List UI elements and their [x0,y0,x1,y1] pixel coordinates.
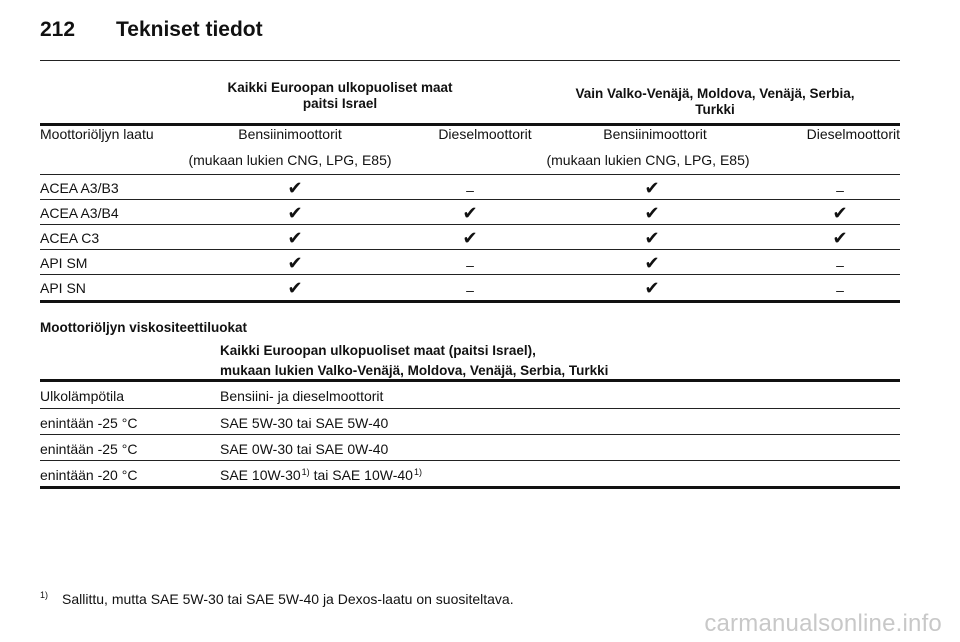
footnote-mark: 1) [40,590,49,600]
footnote-ref: 1) [301,467,310,477]
table-bottom-rule [40,486,900,489]
watermark: carmanualsonline.info [704,610,942,637]
viscosity-group-header [220,341,608,381]
check-icon: ✔ [832,228,848,248]
table-row [40,434,900,461]
oil-grade-a: SAE 10W-30 [220,467,301,483]
page-title: Tekniset tiedot [116,18,263,41]
group-header-line: Kaikki Euroopan ulkopuoliset maat (paitsi Israel), [220,343,536,358]
oil-grade-cell [220,467,422,483]
oil-grade-cell: SAE 5W-30 tai SAE 5W-40 [220,415,389,431]
column-header-oil-quality: Moottoriöljyn laatu [40,126,154,142]
viscosity-section-title: Moottoriöljyn viskositeettiluokat [40,320,248,335]
group-header-line: paitsi Israel [302,96,378,111]
check-icon: ✔ [644,178,660,198]
dash-icon: – [836,282,844,298]
check-icon: ✔ [287,228,303,248]
table-row [40,460,900,487]
dash-icon: – [466,182,474,198]
dash-icon: – [466,257,474,273]
table-bottom-rule [40,300,900,303]
row-label: API SN [40,280,86,296]
column-header-petrol-2: Bensiinimoottorit [603,126,707,142]
check-icon: ✔ [832,203,848,223]
column-header-diesel-2: Dieselmoottorit [806,126,900,142]
dash-icon: – [836,182,844,198]
check-icon: ✔ [644,203,660,223]
check-icon: ✔ [287,178,303,198]
check-icon: ✔ [287,278,303,298]
column-header-temperature: Ulkolämpötila [40,388,125,404]
footnote-text: Sallittu, mutta SAE 5W-30 tai SAE 5W-40 ja Dexos-laatu on suositeltava. [62,591,514,607]
check-icon: ✔ [644,278,660,298]
column-subheader-petrol-2: (mukaan lukien CNG, LPG, E85) [546,152,750,168]
temperature-cell: enintään -20 °C [40,467,138,483]
temperature-cell: enintään -25 °C [40,415,138,431]
dash-icon: – [836,257,844,273]
group-header-line: Vain Valko-Venäjä, Moldova, Venäjä, Serbia, [575,86,855,101]
check-icon: ✔ [462,228,478,248]
check-icon: ✔ [644,228,660,248]
check-icon: ✔ [287,253,303,273]
header-divider [40,60,900,61]
row-label: ACEA A3/B3 [40,180,119,196]
table-row [40,199,900,226]
page-number: 212 [40,18,76,41]
group-header-outside-europe [210,80,470,112]
check-icon: ✔ [644,253,660,273]
table-row [40,274,900,301]
column-header-engines: Bensiini- ja dieselmoottorit [220,388,384,404]
dash-icon: – [466,282,474,298]
row-label: API SM [40,255,88,271]
oil-grade-cell: SAE 0W-30 tai SAE 0W-40 [220,441,389,457]
column-subheader-petrol-1: (mukaan lukien CNG, LPG, E85) [188,152,392,168]
footnote-ref: 1) [413,467,422,477]
row-label: ACEA C3 [40,230,100,246]
footnote [40,590,514,607]
column-header-petrol-1: Bensiinimoottorit [238,126,342,142]
table-row [40,224,900,251]
group-header-line: Kaikki Euroopan ulkopuoliset maat [227,80,453,95]
check-icon: ✔ [287,203,303,223]
table-row [40,249,900,276]
row-label: ACEA A3/B4 [40,205,119,221]
group-header-line: Turkki [695,102,735,117]
table-row [40,174,900,201]
column-header-diesel-1: Dieselmoottorit [438,126,532,142]
check-icon: ✔ [462,203,478,223]
group-header-specific-countries [530,86,900,118]
oil-grade-b: tai SAE 10W-40 [309,467,413,483]
temperature-cell: enintään -25 °C [40,441,138,457]
table-header-row [40,382,900,408]
group-header-line: mukaan lukien Valko-Venäjä, Moldova, Venäjä, Serbia, Turkki [220,363,609,378]
table-row [40,408,900,435]
